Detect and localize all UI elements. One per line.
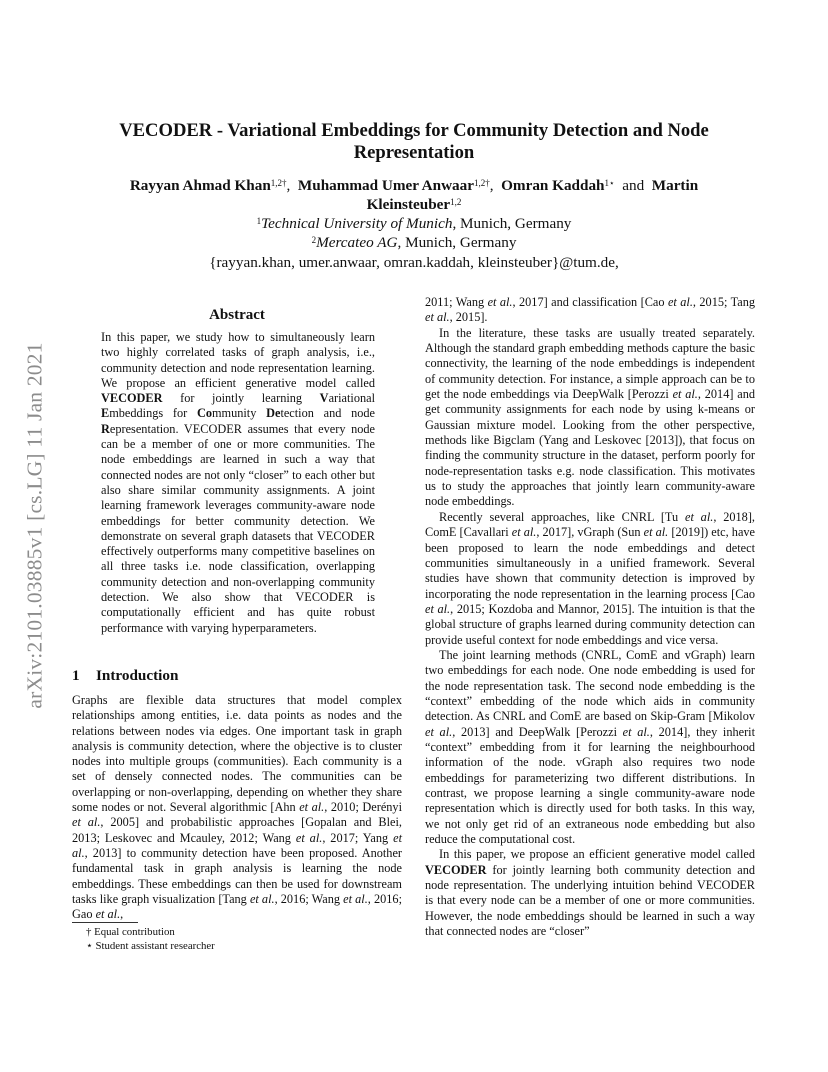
section-number: 1 [72, 667, 80, 684]
author-3: Omran Kaddah [501, 177, 605, 194]
citation-etal: et al. [295, 830, 323, 845]
acronym-letter: Co [196, 406, 212, 421]
author-2: Muhammad Umer Anwaar [297, 177, 474, 194]
author-2-affil: 1,2† [473, 178, 490, 188]
citation-etal: et al. [343, 891, 368, 906]
body-text: , 2005] and probabilistic approaches [Gopalan and Blei, 2013; Leskovec and Mcauley, 2012; Wang [72, 815, 402, 845]
paragraph-literature [425, 326, 755, 510]
title-e: E [186, 120, 199, 141]
intro-paragraph-1: Graphs are flexible data structures that model complex relationships among entities, i.e. data points as nodes and the relations between nodes via edges. One important task in graph analysis is community detection, where the objective is to cluster nodes into multiple groups (communities). Each community is a set of densely connected nodes. The communities can be overlapping or non-overlapping, depending on whether they share some nodes or not. Several algorithmic [Ahn et al., 2010; Derényi et al., 2005] and probabilistic approaches [Gopalan and Blei, 2013; Leskovec and Mcauley, 2012; Wang et al., 2017; Yang et al., 2013] to community detection have been proposed. Another fundamental task in graph analysis is learning the node embeddings. These embeddings can then be used for downstream tasks like graph visualization [Tang et al., 2016; Wang et al., 2016; Gao et al., [72, 693, 402, 922]
abstract-body [101, 330, 375, 636]
body-text: for jointly learning both community detection and node representation. The underlying intuition behind VECODER is that every node can be a member of one or more communities. However, the node embeddings should be learned in such a way that connected nodes are “closer” [425, 862, 755, 939]
abstract-text: In this paper, we study how to simultaneously learn two highly correlated tasks of graph analysis, i.e., community detection and node representation learning. We propose an efficient generative model called [101, 330, 375, 390]
abstract-text: ariational [328, 391, 375, 406]
citation-etal: et al. [667, 295, 693, 309]
abstract-text: epresentation. [109, 421, 179, 436]
author-4-last: Kleinsteuber [366, 196, 451, 213]
citation-etal: et al. [425, 601, 451, 616]
footnotes [86, 926, 386, 953]
citation-etal: et al. [643, 525, 669, 540]
acronym-letter: R [101, 421, 110, 436]
body-text: , 2017; Yang [322, 830, 394, 845]
affiliation-2-location: , Munich, Germany [397, 234, 517, 251]
citation-etal: et al. [95, 907, 121, 922]
body-text: , 2010; Derényi [324, 800, 402, 815]
citation-etal: et al. [684, 509, 714, 524]
title-o: O [158, 120, 173, 141]
arxiv-identifier: arXiv:2101.03885v1 [cs.LG] 11 Jan 2021 [22, 341, 47, 709]
title-d: D [172, 120, 187, 141]
author-3-affil: 1⋆ [604, 178, 615, 188]
abstract-text: tection and node [280, 406, 375, 421]
author-list [96, 176, 732, 214]
footnote-student-assistant: ⋆ Student assistant researcher [86, 939, 215, 952]
section-heading-introduction [72, 667, 402, 685]
body-text: The joint learning methods (CNRL, ComE and vGraph) learn two embeddings for each node. One node embedding is used for the node representation task. The second node embedding is the “context” embedding of the node which aids in community detection. As CNRL and ComE are based on Skip-Gram [Mikolov [425, 647, 755, 724]
body-text: , 2015; Kozdoba and Mannor, 2015]. The intuition is that the global structure of graphs learned during community detection can provide useful context for node embeddings and vice versa. [425, 601, 756, 647]
author-1-affil: 1,2† [270, 178, 287, 188]
model-name: VECODER [425, 862, 487, 877]
citation-etal: et al. [72, 815, 101, 830]
body-text: In this paper, we propose an efficient generative model called [439, 847, 755, 862]
continued-paragraph [425, 295, 755, 326]
body-text: , 2015]. [449, 310, 488, 325]
body-text: , 2014] and get community assignments for each node by using k-means or Gaussian mixture model. Looking from the other perspective, methods like Bigclam (Yang and Leskovec [2013]), that focus on finding the community structure in the dataset, perform poorly for node-representation tasks e.g. node classification. This motivates us to study the approaches that jointly learn community-aware node embeddings. [425, 387, 756, 509]
model-name: VECODER [101, 391, 163, 406]
affiliation-1-marker: 1 [256, 216, 262, 226]
acronym-letter: E [101, 406, 110, 421]
body-text: [2019]) etc, have been proposed to learn the node embeddings and detect communities simultaneously in a unified framework. Several studies have shown that community detection is improved by incorporating the node representation in the learning process [Cao [425, 525, 756, 601]
body-text: , 2016; Wang [274, 891, 344, 906]
affiliation-2-marker: 2 [311, 235, 317, 245]
body-text: , 2014], they inherit “context” embedding from it for learning the neighbourhood information of the node. vGraph also requires two node embeddings for parameterizing two different distributions. In contrast, we propose learning a single community-aware node representation which is directly used for both tasks. In this way, we not only get rid of an extraneous node embedding but also reduce the computational cost. [425, 724, 756, 847]
body-text: , 2013] and DeepWalk [Perozzi [452, 724, 623, 739]
footnote-divider [72, 922, 138, 923]
citation-etal: et al. [425, 310, 450, 325]
citation-etal: et al. [299, 800, 325, 815]
citation-etal: et al. [249, 891, 275, 906]
affiliation-1-location: , Munich, Germany [452, 215, 572, 232]
title-line-1 [96, 120, 732, 142]
abstract-text: mbeddings for [109, 406, 197, 421]
abstract-text: mmunity [211, 406, 267, 421]
author-sep: , [489, 177, 494, 194]
citation-etal: et al. [425, 724, 453, 739]
body-text: Recently several approaches, like CNRL [Tu [439, 509, 685, 524]
author-4-affil: 1,2 [450, 197, 462, 207]
section-title: Introduction [96, 667, 179, 684]
title-line-2: Representation [353, 142, 475, 163]
body-text: 2011; Wang [425, 295, 488, 309]
author-emails: {rayyan.khan, umer.anwaar, omran.kaddah, kleinsteuber}@tum.de, [209, 254, 619, 271]
title-rest: R - Variational Embeddings for Community Detection and Node [198, 120, 709, 141]
acronym-letter: De [266, 406, 281, 421]
body-text: , 2016; Gao [72, 891, 402, 922]
acronym-letter: V [319, 391, 329, 406]
abstract-heading: Abstract [209, 307, 265, 323]
author-and: and [622, 177, 645, 194]
affiliation-2 [96, 233, 732, 252]
body-text: Graphs are flexible data structures that model complex relationships among entities, i.e. data points as nodes and the relations between nodes via edges. One important task in graph analysis is community detection, where the objective is to cluster nodes into multiple groups (communities). Each community is a set of densely connected nodes. The communities can be overlapping or non-overlapping, depending on whether they share some nodes or not. Several algorithmic [Ahn [72, 693, 402, 815]
author-1: Rayyan Ahmad Khan [129, 177, 271, 194]
body-text: In the literature, these tasks are usually treated separately. Although the standard graph embedding methods capture the basic connectivity, the learning of the node embeddings is independent of community detection. For instance, a simple approach can be to get the node embeddings via DeepWalk [Perozzi [425, 325, 755, 402]
citation-etal: et al. [672, 387, 698, 402]
citation-etal: et al. [622, 724, 650, 739]
title-vec: VEC [119, 120, 159, 141]
affiliation-2-name: Mercateo AG [316, 234, 398, 251]
footnote-equal-contribution: † Equal contribution [86, 926, 175, 938]
citation-etal: et al. [487, 295, 513, 309]
body-text: , 2018], ComE [Cavallari [425, 509, 755, 540]
affiliation-1-name: Technical University of Munich [261, 215, 453, 232]
paragraph-joint-learning [425, 648, 755, 847]
body-text: , 2017], vGraph (Sun [536, 525, 644, 540]
body-text: , 2015; Tang [692, 295, 756, 309]
right-column [425, 295, 755, 939]
paragraph-this-paper [425, 847, 755, 939]
paper-title [96, 120, 732, 164]
abstract-text: for jointly learning [162, 391, 320, 406]
citation-etal: et al. [72, 830, 402, 860]
author-4-first: Martin [651, 177, 699, 194]
arxiv-side-stamp [17, 290, 53, 760]
author-sep: , [286, 177, 291, 194]
body-text: , 2013] to community detection have been proposed. Another fundamental task in graph analysis is learning the node embeddings. These embeddings can then be used for downstream tasks like graph visualization [Tang [72, 845, 402, 906]
paragraph-recent-approaches [425, 510, 755, 648]
body-text: , 2017] and classification [Cao [512, 295, 668, 309]
affiliation-1 [96, 214, 732, 233]
citation-etal: et al. [511, 525, 537, 540]
abstract-text: VECODER assumes that every node can be a member of one or more communities. The node embeddings are learned in such a way that connected nodes are not only “closer” to each other but also share similar community assignments. A joint learning framework leverages community-aware node embeddings for better community detection. We demonstrate on several graph datasets that VECODER effectively outperforms many competitive baselines on all three tasks i.e. node classification, overlapping community detection and non-overlapping community detection. We also show that VECODER is computationally efficient and has quite robust performance with varying hyperparameters. [101, 421, 375, 635]
